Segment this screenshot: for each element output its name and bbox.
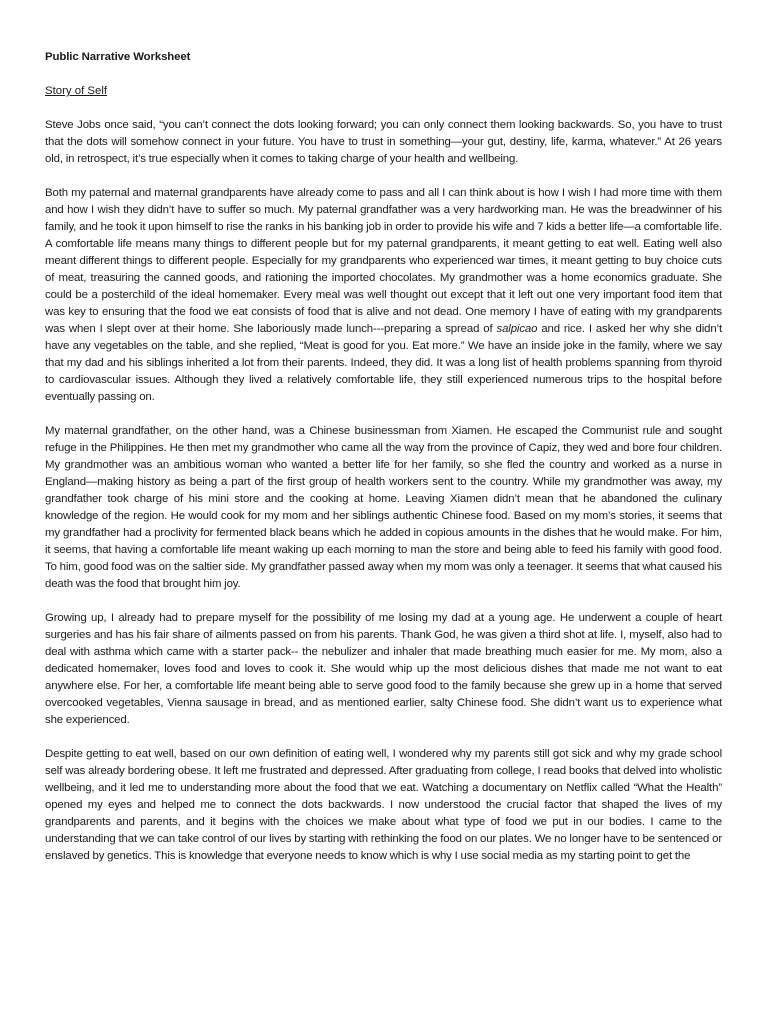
paragraph-5: Despite getting to eat well, based on our own definition of eating well, I wondered why my parents still got sick and why my grade school self was already bordering obese. It left me frustrated and depressed. After graduating from college, I read books that delved into wholistic wellbeing, and it led me to understanding more about the food that we eat. Watching a documentary on Netflix called “What the Health” opened my eyes and helped me to connect the dots backwards. I now understood the crucial factor that shaped the lives of my grandparents and parents, and it begins with the choices we make about what type of food we put in our bodies. I came to the understanding that we can take control of our lives by starting with rethinking the food on our plates. We no longer have to be sentenced or enslaved by genetics. This is knowledge that everyone needs to know which is why I use social media as my starting point to get the [45, 748, 722, 862]
paragraph-3: My maternal grandfather, on the other hand, was a Chinese businessman from Xiamen. He escaped the Communist rule and sought refuge in the Philippines. He then met my grandmother who came all the way from the province of Capiz, they wed and bore four children. My grandmother was an ambitious woman who wanted a better life for her family, so she fled the country and worked as a nurse in England—making history as being a part of the first group of health workers sent to the country. While my grandmother was away, my grandfather took charge of his mini store and the cooking at home. Leaving Xiamen didn’t mean that he abandoned the culinary knowledge of the region. He would cook for my mom and her siblings authentic Chinese food. Based on my mom’s stories, it seems that my grandfather had a proclivity for fermented black beans which he added in copious amounts in the dishes that he would make. For him, it seems, that having a comfortable life meant waking up each morning to man the store and being able to feed his family with good food. To him, good food was on the saltier side. My grandfather passed away when my mom was only a teenager. It seems that what caused his death was the food that brought him joy. [45, 425, 722, 590]
paragraph-2-part-1: Both my paternal and maternal grandparents have already come to pass and all I can think about is how I wish I had more time with them and how I wish they didn’t have to suffer so much. My paternal grandfather was a very hardworking man. He was the breadwinner of his family, and he took it upon himself to rise the ranks in his banking job in order to provide his wife and 7 kids a better life—a comfortable life. A comfortable life means many things to different people but for my paternal grandparents, it meant getting to eat well. Eating well also meant different things to different people. Especially for my grandparents who experienced war times, it meant getting to buy choice cuts of meat, treasuring the canned goods, and rationing the imported chocolates. My grandmother was a home economics graduate. She could be a posterchild of the ideal homemaker. Every meal was well thought out except that it left out one very important food item that was key to ensuring that the food we eat consists of food that is alive and not dead. One memory I have of eating with my grandparents was when I slept over at their home. She laboriously made lunch---preparing a spread of [45, 187, 722, 335]
section-title: Story of Self [45, 85, 108, 97]
paragraph-4: Growing up, I already had to prepare myself for the possibility of me losing my dad at a young age. He underwent a couple of heart surgeries and has his fair share of ailments passed on from his parents. Thank God, he was given a third shot at life. I, myself, also had to deal with asthma which came with a starter pack-- the nebulizer and inhaler that made breathing much easier for me. My mom, also a dedicated homemaker, loves food and loves to cook it. She would whip up the most delicious dishes that made me not want to eat anywhere else. For her, a comfortable life meant being able to serve good food to the family because she grew up in a home that served overcooked vegetables, Vienna sausage in bread, and as mentioned earlier, salty Chinese food. She didn’t want us to experience what she experienced. [45, 612, 722, 726]
paragraph-2-italic-term: salpicao [496, 323, 538, 335]
paragraph-1: Steve Jobs once said, “you can’t connect the dots looking forward; you can only connect them looking backwards. So, you have to trust that the dots will somehow connect in your future. You have to trust in something—your gut, destiny, life, karma, whatever.” At 26 years old, in retrospect, it’s true especially when it comes to taking charge of your health and wellbeing. [45, 119, 722, 165]
document-page [45, 49, 722, 882]
paragraph-2 [45, 185, 722, 406]
document-title: Public Narrative Worksheet [45, 51, 191, 63]
paragraph-2-part-2: and rice. I asked her why she didn’t have any vegetables on the table, and she replied, “Meat is good for you. Eat more.” We have an inside joke in the family, where we say that my dad and his siblings inherited a lot from their parents. Indeed, they did. It was a long list of health problems spanning from thyroid to cardiovascular issues. Although they lived a relatively comfortable life, they still experienced numerous trips to the hospital before eventually passing on. [45, 323, 722, 403]
